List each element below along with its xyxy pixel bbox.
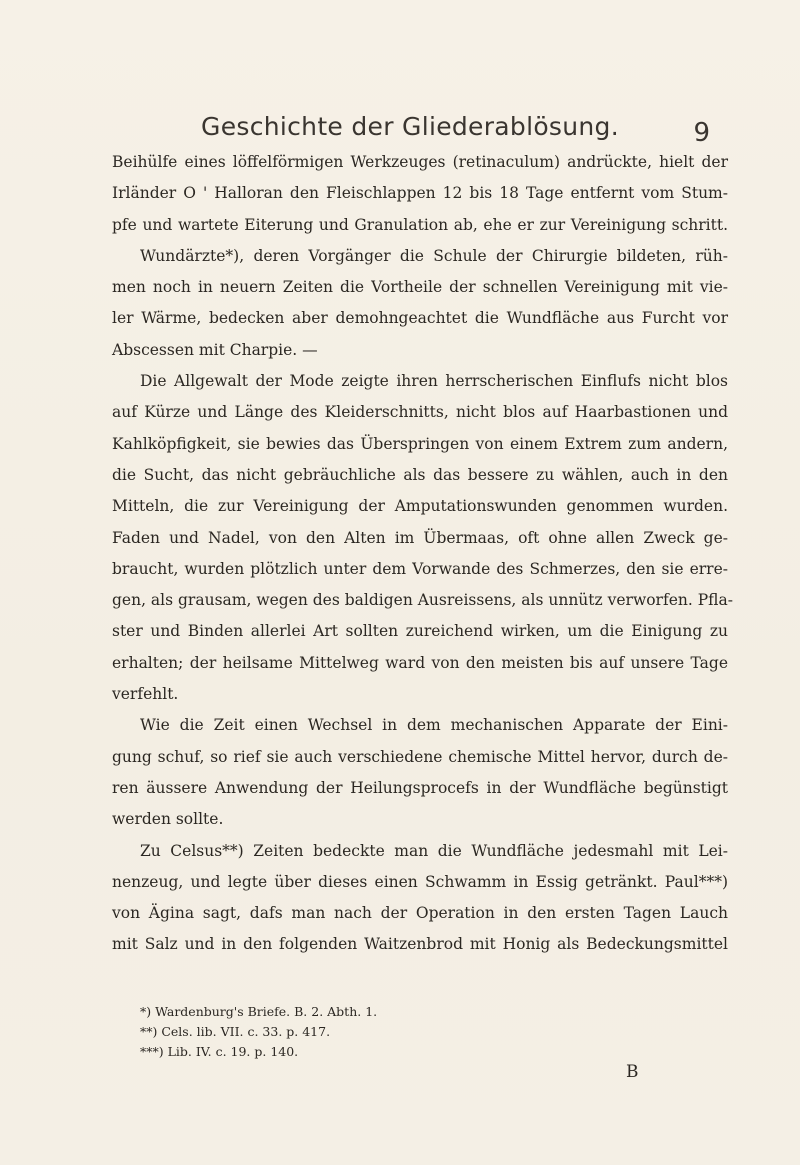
text-line: gung schuf, so rief sie auch verschiedene chemische Mittel hervor, durch de- <box>112 747 728 766</box>
text-line: auf Kürze und Länge des Kleiderschnitts, nicht blos auf Haarbastionen und <box>112 403 728 422</box>
footnote: *) Wardenburg's Briefe. B. 2. Abth. 1. <box>140 1004 378 1019</box>
text-line: von Ägina sagt, dafs man nach der Operation in den ersten Tagen Lauch <box>112 904 728 923</box>
text-line: men noch in neuern Zeiten die Vortheile der schnellen Vereinigung mit vie- <box>112 278 728 297</box>
text-line: Abscessen mit Charpie. — <box>112 340 318 359</box>
signature-mark: B <box>626 1062 639 1082</box>
text-line: gen, als grausam, wegen des baldigen Ausreissens, als unnütz verworfen. Pfla- <box>112 591 733 610</box>
text-line: Wie die Zeit einen Wechsel in dem mechanischen Apparate der Eini- <box>140 716 728 735</box>
page-title: Geschichte der Gliederablösung. <box>201 112 619 141</box>
text-line: die Sucht, das nicht gebräuchliche als das bessere zu wählen, auch in den <box>112 465 728 484</box>
text-line: ster und Binden allerlei Art sollten zureichend wirken, um die Einigung zu <box>112 622 728 641</box>
footnote: **) Cels. lib. VII. c. 33. p. 417. <box>140 1024 331 1039</box>
text-line: Mitteln, die zur Vereinigung der Amputationswunden genommen wurden. <box>112 497 728 516</box>
text-line: Kahlköpfigkeit, sie bewies das Überspringen von einem Extrem zum andern, <box>112 434 728 453</box>
page-number: 9 <box>693 118 710 148</box>
text-line: verfehlt. <box>112 685 179 704</box>
text-line: ler Wärme, bedecken aber demohngeachtet die Wundfläche aus Furcht vor <box>112 309 728 328</box>
text-line: werden sollte. <box>112 810 224 829</box>
text-line: Die Allgewalt der Mode zeigte ihren herrscherischen Einflufs nicht blos <box>140 372 728 391</box>
body-text <box>112 147 733 961</box>
footnotes <box>140 1002 700 1062</box>
text-line: erhalten; der heilsame Mittelweg ward von den meisten bis auf unsere Tage <box>112 653 728 672</box>
text-line: Wundärzte*), deren Vorgänger die Schule der Chirurgie bildeten, rüh- <box>140 246 728 265</box>
text-line: Zu Celsus**) Zeiten bedeckte man die Wundfläche jedesmahl mit Lei- <box>140 841 728 860</box>
text-line: Beihülfe eines löffelförmigen Werkzeuges (retinaculum) andrückte, hielt der <box>112 153 728 171</box>
text-line: braucht, wurden plötzlich unter dem Vorwande des Schmerzes, den sie erre- <box>112 559 728 578</box>
running-head <box>110 112 710 152</box>
text-line: pfe und wartete Eiterung und Granulation ab, ehe er zur Vereinigung schritt. <box>112 215 728 234</box>
text-line: Irländer O ' Halloran den Fleischlappen 12 bis 18 Tage entfernt vom Stum- <box>112 184 728 203</box>
text-line: nenzeug, und legte über dieses einen Schwamm in Essig getränkt. Paul***) <box>112 872 728 891</box>
text-line: ren äussere Anwendung der Heilungsprocefs in der Wundfläche begünstigt <box>112 778 728 797</box>
text-line: Faden und Nadel, von den Alten im Übermaas, oft ohne allen Zweck ge- <box>112 528 728 547</box>
footnote: ***) Lib. IV. c. 19. p. 140. <box>140 1044 299 1059</box>
text-line: mit Salz und in den folgenden Waitzenbrod mit Honig als Bedeckungsmittel <box>112 935 728 954</box>
